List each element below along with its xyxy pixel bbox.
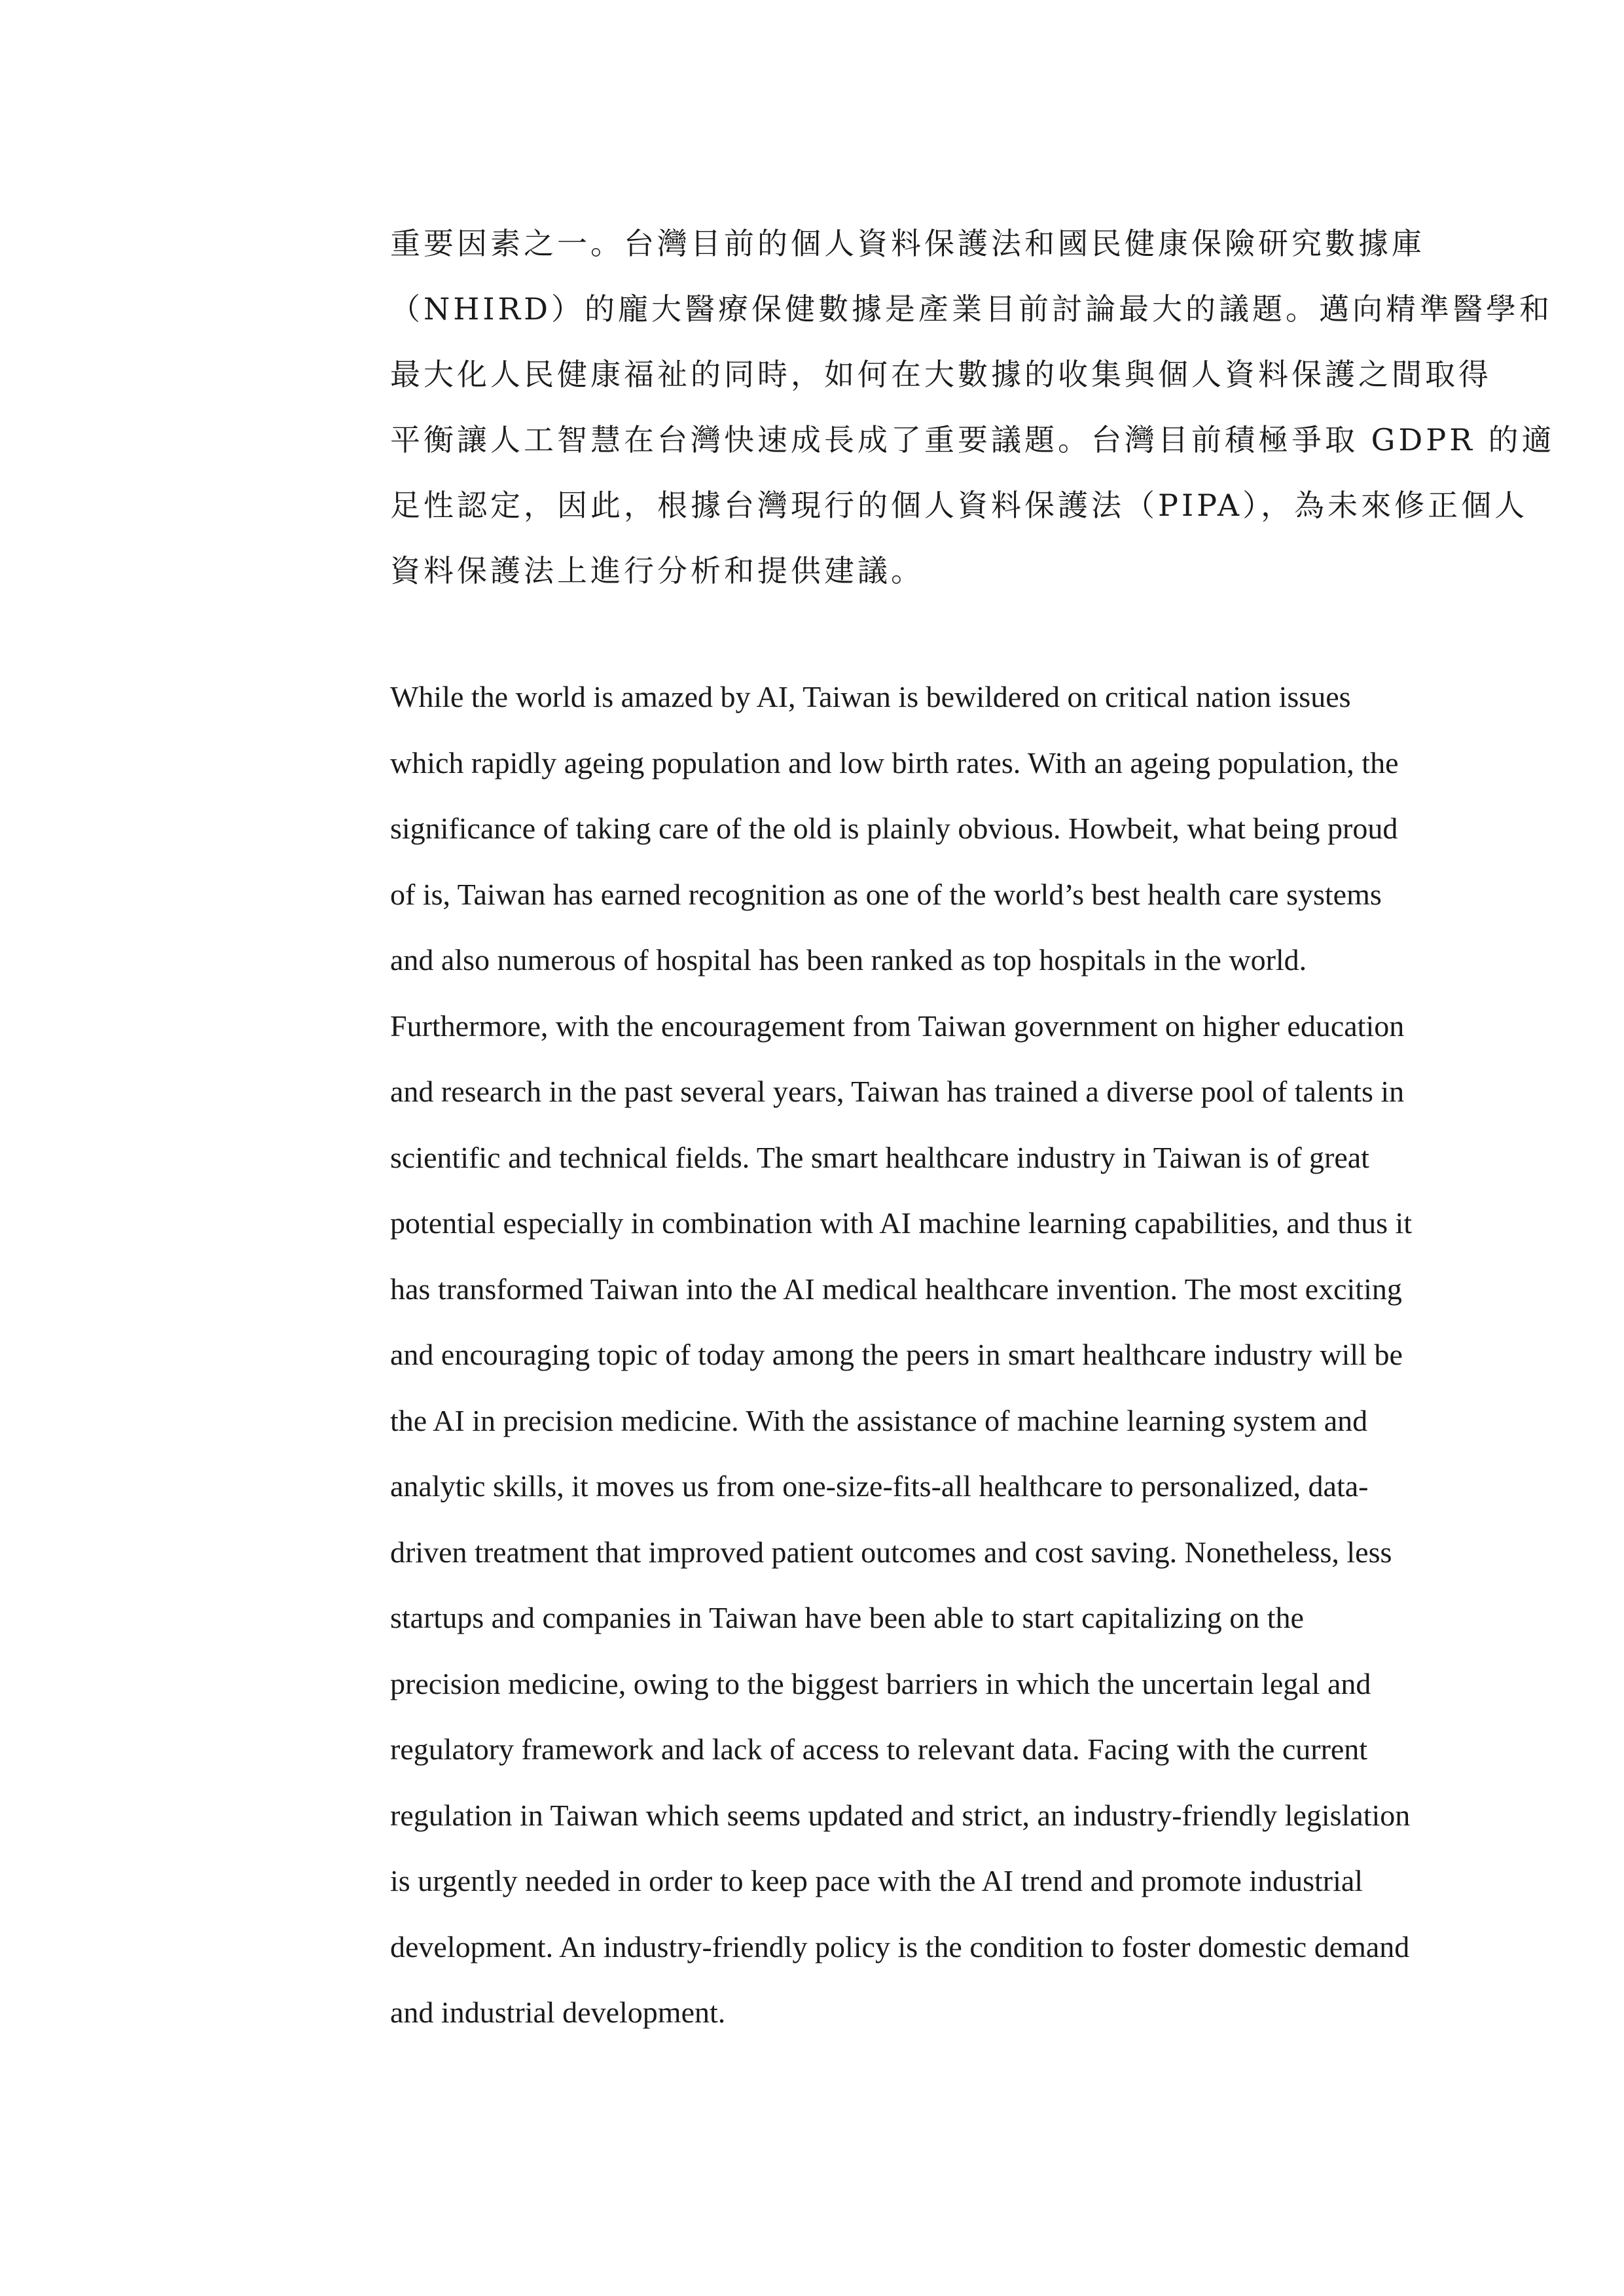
text-line: significance of taking care of the old is plainly obvious. Howbeit, what being proud <box>390 812 1398 845</box>
text-line: analytic skills, it moves us from one-size-fits-all healthcare to personalized, data- <box>390 1469 1369 1503</box>
text-line: has transformed Taiwan into the AI medical healthcare invention. The most exciting <box>390 1272 1402 1306</box>
text-line: 平衡讓人工智慧在台灣快速成長成了重要議題。台灣目前積極爭取 GDPR 的適 <box>390 422 1555 457</box>
text-line: driven treatment that improved patient outcomes and cost saving. Nonetheless, less <box>390 1535 1392 1569</box>
text-line: While the world is amazed by AI, Taiwan is bewildered on critical nation issues <box>390 680 1351 713</box>
text-line: potential especially in combination with AI machine learning capabilities, and thus it <box>390 1206 1413 1240</box>
text-line: which rapidly ageing population and low birth rates. With an ageing population, the <box>390 745 1399 780</box>
text-line: the AI in precision medicine. With the assistance of machine learning system and <box>390 1403 1368 1437</box>
text-line: is urgently needed in order to keep pace with the AI trend and promote industrial <box>390 1864 1363 1897</box>
text-line: of is, Taiwan has earned recognition as one of the world’s best health care systems <box>390 877 1382 911</box>
chinese-abstract-paragraph <box>390 211 1555 603</box>
text-line: precision medicine, owing to the biggest barriers in which the uncertain legal and <box>390 1666 1371 1700</box>
text-line: 重要因素之一。台灣目前的個人資料保護法和國民健康保險研究數據庫 <box>390 226 1425 261</box>
text-line: and industrial development. <box>390 1996 726 2029</box>
text-line: regulation in Taiwan which seems updated and strict, an industry-friendly legislation <box>390 1798 1411 1832</box>
text-line: and research in the past several years, Taiwan has trained a diverse pool of talents in <box>390 1075 1405 1108</box>
text-line: Furthermore, with the encouragement from Taiwan government on higher education <box>390 1009 1405 1043</box>
text-line: startups and companies in Taiwan have been able to start capitalizing on the <box>390 1601 1304 1634</box>
text-line: regulatory framework and lack of access to relevant data. Facing with the current <box>390 1732 1368 1766</box>
text-line: scientific and technical fields. The smart healthcare industry in Taiwan is of great <box>390 1140 1369 1174</box>
text-line: 最大化人民健康福祉的同時，如何在大數據的收集與個人資料保護之間取得 <box>390 357 1492 392</box>
text-line: 資料保護法上進行分析和提供建議。 <box>390 553 924 588</box>
text-line: development. An industry-friendly policy is the condition to foster domestic demand <box>390 1929 1410 1964</box>
text-line: and also numerous of hospital has been ranked as top hospitals in the world. <box>390 943 1307 977</box>
text-line: and encouraging topic of today among the peers in smart healthcare industry will be <box>390 1338 1403 1371</box>
text-line: （NHIRD）的龐大醫療保健數據是產業目前討論最大的議題。邁向精準醫學和 <box>390 291 1553 327</box>
english-abstract-paragraph <box>390 664 1529 2046</box>
text-line: 足性認定，因此，根據台灣現行的個人資料保護法（PIPA），為未來修正個人 <box>390 488 1528 523</box>
